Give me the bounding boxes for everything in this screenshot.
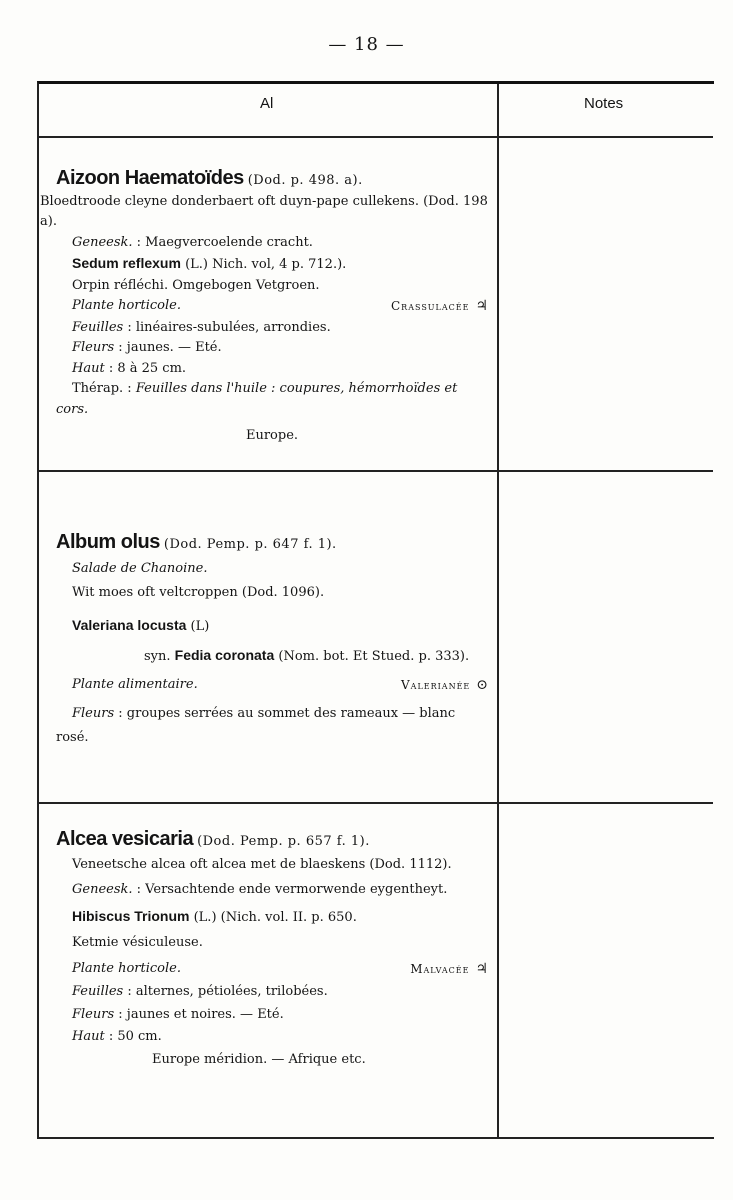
entry-line: Plante horticole. Malvacée ♃ xyxy=(72,960,488,977)
entry-line: Fleurs : jaunes et noires. — Eté. xyxy=(72,1006,284,1022)
entry-aizoon xyxy=(40,167,488,447)
entry-line: Plante horticole. Crassulacée ♃ xyxy=(72,298,488,314)
entry-title: Album olus xyxy=(56,531,160,553)
entry-line: Fleurs : groupes serrées au sommet des rameaux — blanc rosé. xyxy=(56,706,456,745)
entry-line: Feuilles : alternes, pétiolées, trilobées. xyxy=(72,984,328,999)
column-header-notes: Notes xyxy=(584,95,624,112)
entry-line: Feuilles : linéaires-subulées, arrondies. xyxy=(72,319,331,335)
entry-title: Aizoon Haematoïdes xyxy=(56,167,244,189)
entry-line: Fleurs : jaunes. — Eté. xyxy=(72,340,222,355)
entry-divider-2 xyxy=(39,802,713,804)
column-header-al: Al xyxy=(260,95,274,112)
entry-line: Salade de Chanoine. xyxy=(72,561,208,576)
entry-line: Wit moes oft veltcroppen (Dod. 1096). xyxy=(72,585,325,600)
family-name: Valerianée xyxy=(401,678,471,692)
column-divider xyxy=(497,84,499,1139)
entry-line: syn. Fedia coronata (Nom. bot. Et Stued. p. 333). xyxy=(144,647,470,664)
entry-heading xyxy=(56,530,488,557)
entry-line: Geneesk. : Versachtende ende vermorwende eygentheyt. xyxy=(72,882,448,897)
entry-reference: (Dod. Pemp. p. 657 f. 1). xyxy=(197,834,370,849)
entry-line: Sedum reflexum (L.) Nich. vol, 4 p. 712.). xyxy=(72,255,347,272)
page-number: — 18 — xyxy=(328,34,405,55)
annual-symbol: ⊙ xyxy=(476,677,488,693)
entry-line: Hibiscus Trionum (L.) (Nich. vol. II. p. 650. xyxy=(72,907,357,925)
entry-heading xyxy=(56,828,488,854)
entry-region: Europe. xyxy=(245,428,299,443)
entry-line: Bloedtroode cleyne donderbaert oft duyn-pape cullekens. (Dod. 198 a). xyxy=(40,193,488,229)
entry-line: Plante alimentaire. Valerianée ⊙ xyxy=(72,677,488,693)
entry-divider-1 xyxy=(39,470,713,472)
entry-line: Thérap. : Feuilles dans l'huile : coupures, hémorrhoïdes et cors. xyxy=(56,381,458,417)
header-divider xyxy=(39,136,713,138)
family-name: Crassulacée xyxy=(391,299,470,313)
entry-line: Orpin réfléchi. Omgebogen Vetgroen. xyxy=(72,277,320,293)
entry-album-olus xyxy=(56,530,488,750)
entry-heading xyxy=(56,168,488,192)
entry-line: Haut : 8 à 25 cm. xyxy=(72,360,187,376)
entry-line: Geneesk. : Maegvercoelende cracht. xyxy=(72,234,313,250)
entry-line: Ketmie vésiculeuse. xyxy=(72,935,203,950)
entry-reference: (Dod. p. 498. a). xyxy=(247,173,363,188)
perennial-symbol: ♃ xyxy=(475,960,488,977)
entry-alcea xyxy=(56,828,488,1071)
entry-title: Alcea vesicaria xyxy=(56,828,194,850)
entry-line: Valeriana locusta (L) xyxy=(72,617,210,634)
entry-line: Haut : 50 cm. xyxy=(72,1029,162,1044)
entry-reference: (Dod. Pemp. p. 647 f. 1). xyxy=(163,537,337,552)
family-name: Malvacée xyxy=(410,961,470,976)
entry-region: Europe méridion. — Afrique etc. xyxy=(152,1051,366,1067)
perennial-symbol: ♃ xyxy=(475,298,488,314)
entry-line: Veneetsche alcea oft alcea met de blaeskens (Dod. 1112). xyxy=(72,856,452,872)
